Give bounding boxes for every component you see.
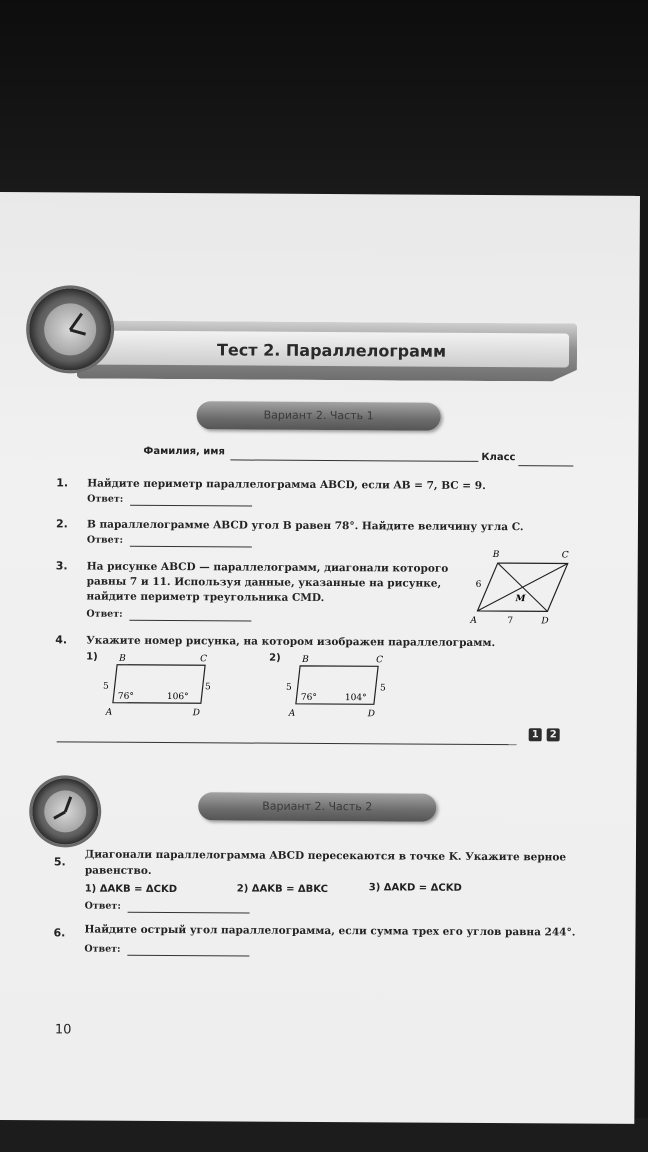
task-5-line-2: равенство. bbox=[84, 864, 152, 877]
variant-part2-pill: Вариант 2. Часть 2 bbox=[198, 792, 436, 821]
task-2-answer-field[interactable] bbox=[130, 546, 252, 548]
task-3-parallelogram-figure bbox=[467, 545, 582, 628]
task-5-line-1: Диагонали параллелограмма ABCD пересекаются в точке K. Укажите верное bbox=[84, 848, 567, 864]
task-4-figure-1 bbox=[97, 651, 222, 724]
task-5-answer-field[interactable] bbox=[128, 912, 250, 914]
worksheet-page bbox=[0, 192, 640, 1124]
fig2-label-b: B bbox=[302, 654, 309, 665]
task-3-number: 3. bbox=[55, 559, 68, 573]
fig1-side-right: 5 bbox=[204, 682, 211, 693]
task-1-number: 1. bbox=[56, 476, 69, 490]
fig3-side-left: 6 bbox=[475, 579, 482, 590]
task-5-choice-3: 3) ΔAKD = ΔCKD bbox=[368, 882, 462, 894]
class-field[interactable] bbox=[518, 465, 573, 466]
task-3-answer-field[interactable] bbox=[129, 620, 251, 622]
fig1-angle-d: 106° bbox=[166, 692, 189, 703]
class-label: Класс bbox=[481, 451, 516, 464]
fig2-label-d: D bbox=[367, 709, 376, 720]
fig2-side-right: 5 bbox=[379, 683, 386, 694]
fig2-side-left: 5 bbox=[285, 682, 292, 693]
task-1-answer-label: Ответ: bbox=[87, 493, 124, 505]
task-5-number: 5. bbox=[53, 855, 66, 869]
task-3-answer-label: Ответ: bbox=[86, 608, 123, 620]
task-4-text: Укажите номер рисунка, на котором изображен параллелограмм. bbox=[86, 634, 496, 650]
clock-icon bbox=[29, 288, 111, 370]
task-6-answer-field[interactable] bbox=[127, 955, 249, 957]
fig3-side-bottom: 7 bbox=[507, 616, 514, 627]
fig2-label-a: A bbox=[288, 708, 296, 719]
fig3-label-m: M bbox=[515, 594, 526, 605]
fig1-label-c: C bbox=[200, 654, 208, 665]
badge-2: 2 bbox=[547, 728, 560, 741]
task-6-text: Найдите острый угол параллелограмма, если сумма трех его углов равна 244°. bbox=[84, 923, 576, 939]
task-5-choice-2: 2) ΔAKB = ΔBKC bbox=[236, 883, 328, 896]
task-2-text: В параллелограмме ABCD угол B равен 78°. Найдите величину угла C. bbox=[86, 518, 524, 534]
dark-background-top bbox=[0, 0, 648, 200]
task-2-answer-label: Ответ: bbox=[86, 534, 124, 546]
fig2-angle-d: 104° bbox=[344, 693, 367, 704]
fig1-angle-a: 76° bbox=[117, 691, 134, 702]
task-5-choice-1: 1) ΔAKB = ΔCKD bbox=[84, 883, 178, 896]
task-4-option-2-label: 2) bbox=[269, 652, 281, 664]
task-6-number: 6. bbox=[53, 926, 66, 940]
name-field[interactable] bbox=[230, 459, 478, 462]
task-2-number: 2. bbox=[55, 517, 68, 531]
name-label: Фамилия, имя bbox=[143, 445, 225, 458]
badge-1: 1 bbox=[529, 728, 542, 741]
fig1-label-d: D bbox=[192, 708, 201, 719]
task-6-answer-label: Ответ: bbox=[84, 943, 121, 955]
fig3-label-d: D bbox=[541, 616, 549, 627]
task-3-line-2: равны 7 и 11. Используя данные, указанные на рисунке, bbox=[86, 575, 442, 590]
task-1-text: Найдите периметр параллелограмма ABCD, если AB = 7, BC = 9. bbox=[87, 477, 486, 492]
task-5-answer-label: Ответ: bbox=[84, 900, 121, 912]
variant-part1-pill: Вариант 2. Часть 1 bbox=[197, 401, 441, 430]
task-3-line-3: найдите периметр треугольника CMD. bbox=[86, 590, 325, 604]
fig3-label-c: C bbox=[561, 550, 569, 561]
task-3-line-1: На рисунке ABCD — параллелограмм, диагонали которого bbox=[86, 560, 449, 575]
fig3-label-a: A bbox=[470, 615, 477, 626]
task-4-figure-2 bbox=[280, 652, 405, 725]
task-4-number: 4. bbox=[55, 633, 68, 647]
fig1-side-left: 5 bbox=[102, 681, 109, 692]
fig3-label-b: B bbox=[492, 550, 500, 561]
fig1-label-b: B bbox=[119, 653, 126, 664]
page-number: 10 bbox=[54, 1022, 72, 1038]
fig2-angle-a: 76° bbox=[300, 692, 317, 703]
fig2-label-c: C bbox=[376, 655, 384, 666]
task-1-answer-field[interactable] bbox=[130, 505, 252, 507]
task-4-option-1-label: 1) bbox=[86, 651, 98, 663]
fig1-label-a: A bbox=[105, 707, 113, 718]
test-title: Тест 2. Параллелограмм bbox=[216, 340, 447, 361]
clock-icon-small bbox=[32, 778, 98, 844]
part1-divider bbox=[57, 741, 517, 745]
